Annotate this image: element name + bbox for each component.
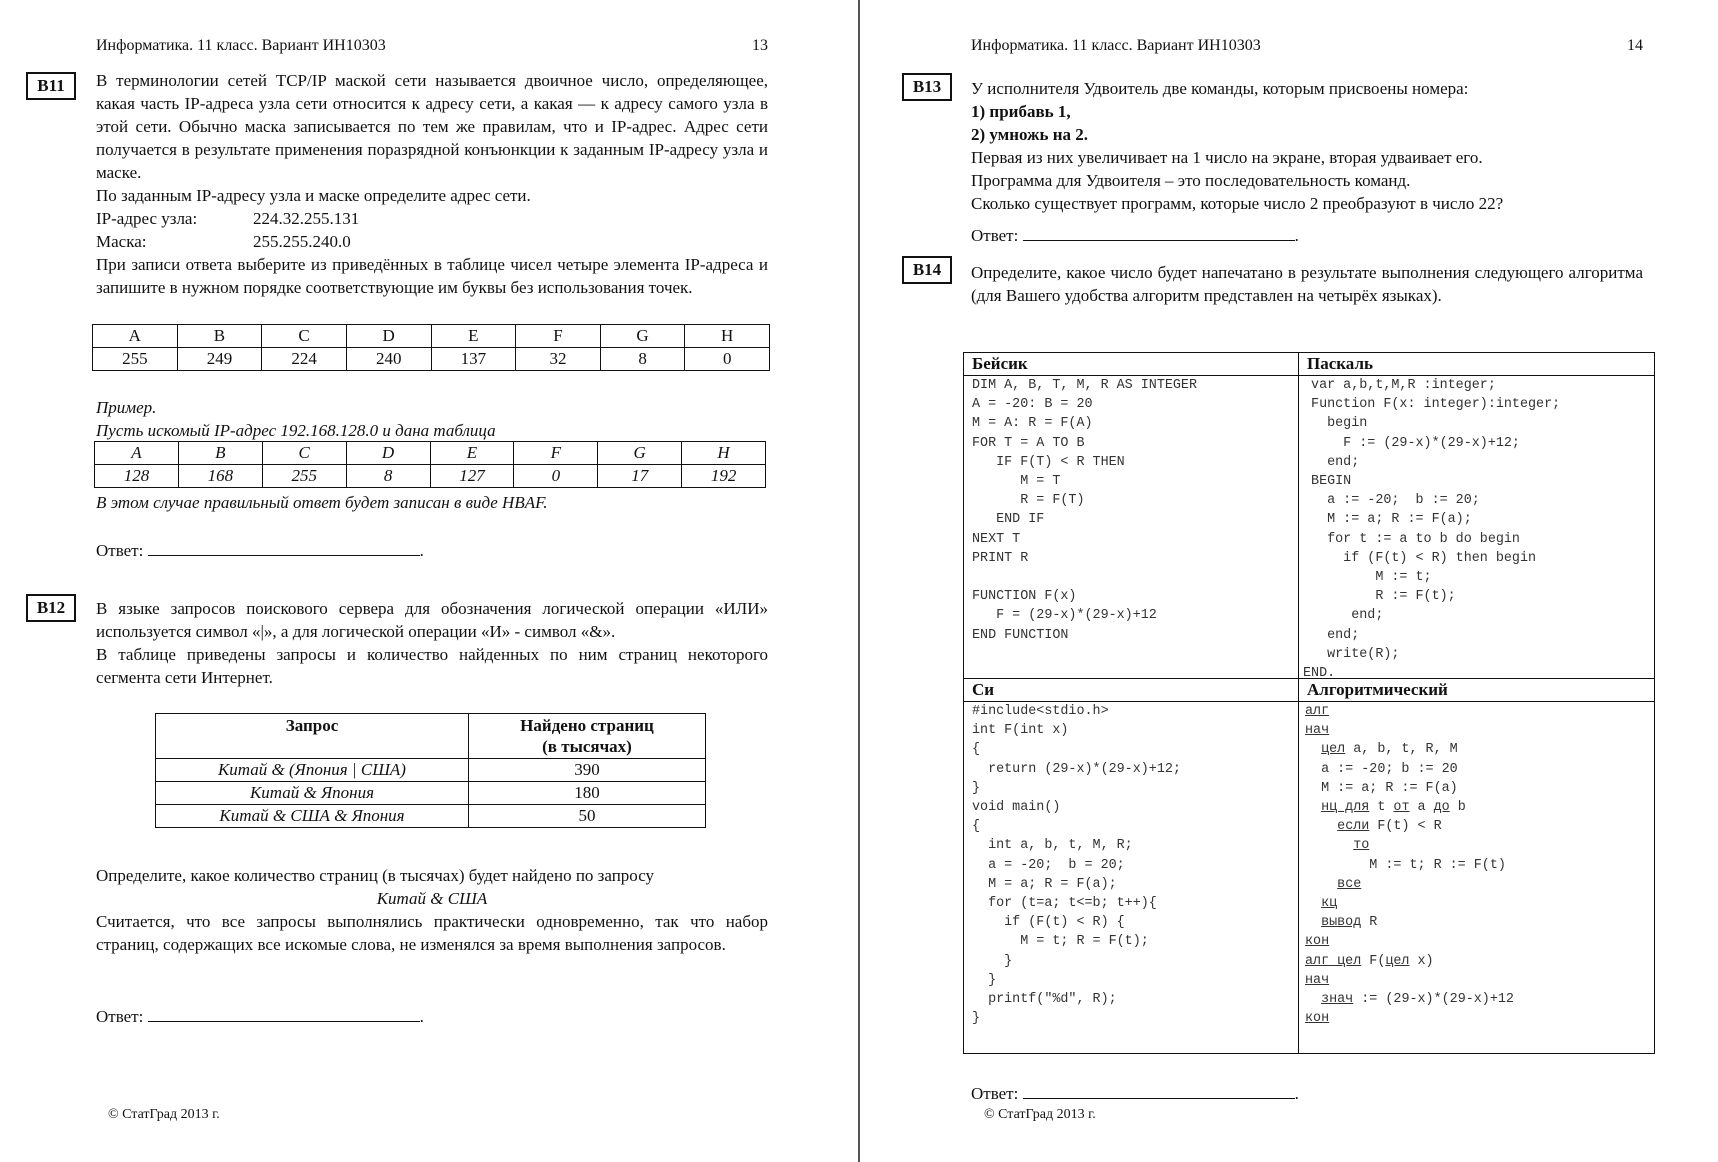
- b12-answer-field[interactable]: [148, 1005, 420, 1022]
- algo-text: [1305, 742, 1321, 757]
- algo-line: [1305, 858, 1506, 873]
- algo-keyword: до: [1433, 800, 1450, 816]
- letter-cell: D: [346, 325, 431, 348]
- table-row: [156, 805, 706, 828]
- letter-cell: A: [95, 442, 179, 465]
- letter-cell: B: [178, 442, 262, 465]
- letter-cell: E: [430, 442, 514, 465]
- value-cell: 224: [262, 348, 347, 371]
- b11-ip-value: 224.32.255.131: [253, 209, 360, 228]
- b11-task: По заданным IP-адресу узла и маске определите адрес сети.: [96, 186, 531, 205]
- b12-col-query: Запрос: [156, 714, 469, 759]
- page-13: [0, 0, 858, 1162]
- algo-text: a: [1409, 800, 1434, 816]
- letter-cell: G: [600, 325, 685, 348]
- algo-text: := (29-x)*(29-x)+12: [1353, 992, 1514, 1008]
- c-code: #include<stdio.h> int F(int x) { return (29-x)*(29-x)+12; } void main() { int a, b, t, M, R; a = -20; b = 20; M = a; R = F(a); for (t=a; t<=b; t++){ if (F(t) < R) { M = t; R = F(t); } } printf("%d", R); }: [972, 704, 1181, 1027]
- b13-answer-dot: .: [1294, 226, 1299, 245]
- algo-line: [1305, 762, 1458, 777]
- letter-cell: A: [93, 325, 178, 348]
- page-number: 14: [1627, 37, 1643, 54]
- algo-cell: [1299, 679, 1654, 1028]
- task-tag-b13: B13: [902, 73, 952, 101]
- value-cell: 249: [177, 348, 262, 371]
- algo-line: [1305, 973, 1329, 988]
- algo-text: a := -20; b := 20: [1305, 761, 1458, 777]
- algo-keyword: кц: [1321, 896, 1338, 912]
- algo-text: M := t; R := F(t): [1305, 857, 1506, 873]
- algo-line: [1305, 877, 1361, 892]
- c-heading: Си: [964, 679, 1298, 702]
- b12-note: Считается, что все запросы выполнялись практически одновременно, так что набор страниц, содержащих все искомые слова, не изменялся за время выполнения запросов.: [96, 912, 768, 954]
- basic-heading: Бейсик: [964, 353, 1298, 376]
- algo-keyword: алг: [1305, 704, 1330, 719]
- algo-text: F(t) < R: [1369, 819, 1442, 835]
- letter-cell: F: [514, 442, 598, 465]
- algo-line: [1305, 954, 1434, 969]
- value-cell: 168: [178, 465, 262, 488]
- b11-intro: В терминологии сетей TCP/IP маской сети называется двоичное число, определяющее, какая часть IP-адреса узла сети относится к адресу сети, а какая — к адресу самого узла в этой сети. Обычно маска записывается по тем же правилам, что и IP-адрес. Адрес сети получается в результате применения поразрядной конъюнкции к заданным IP-адресу узла и маске.: [96, 71, 768, 182]
- algo-text: x): [1409, 953, 1434, 969]
- b11-ip-row: [96, 207, 768, 230]
- algo-text: F(: [1361, 953, 1386, 969]
- algo-text: [1305, 838, 1353, 853]
- algo-keyword: если: [1337, 819, 1370, 835]
- letter-cell: D: [346, 442, 430, 465]
- value-cell: 255: [93, 348, 178, 371]
- b11-example-text: Пусть искомый IP-адрес 192.168.128.0 и дана таблица: [96, 421, 496, 440]
- b14-code-table: [963, 352, 1655, 1054]
- b13-line4: Сколько существует программ, которые число 2 преобразуют в число 22?: [971, 194, 1504, 213]
- b12-intro2: В таблице приведены запросы и количество найденных по ним страниц некоторого сегмента сети Интернет.: [96, 645, 768, 687]
- b12-query-cell: Китай & (Япония | США): [156, 759, 469, 782]
- algo-line: [1305, 838, 1369, 853]
- algo-keyword: цел: [1321, 742, 1346, 758]
- task-tag-b12: B12: [26, 594, 76, 622]
- pascal-heading: Паскаль: [1299, 353, 1654, 376]
- algo-line: [1305, 1011, 1329, 1026]
- value-cell: 32: [516, 348, 601, 371]
- b13-cmd1: 1) прибавь 1,: [971, 102, 1071, 121]
- algo-text: t: [1369, 800, 1394, 816]
- b11-example-values-row: [95, 465, 766, 488]
- page-header: Информатика. 11 класс. Вариант ИН10303: [96, 37, 386, 54]
- algo-text: M := a; R := F(a): [1305, 780, 1458, 796]
- algo-line: [1305, 742, 1458, 757]
- b12-queries-table: [155, 713, 706, 828]
- value-cell: 17: [598, 465, 682, 488]
- b11-mask-value: 255.255.240.0: [253, 232, 351, 251]
- value-cell: 137: [431, 348, 516, 371]
- letter-cell: C: [262, 325, 347, 348]
- algo-keyword: от: [1393, 800, 1410, 816]
- algo-text: R: [1361, 915, 1378, 931]
- letter-cell: F: [516, 325, 601, 348]
- b12-col-found: [469, 714, 706, 759]
- pascal-cell: [1299, 353, 1654, 683]
- b13-answer: [971, 224, 1299, 247]
- algo-text: [1305, 992, 1321, 1007]
- b14-answer-dot: .: [1294, 1084, 1299, 1103]
- b12-found-cell: 180: [469, 782, 706, 805]
- value-cell: 0: [514, 465, 598, 488]
- algo-text: [1305, 819, 1337, 834]
- b12-query-cell: Китай & США & Япония: [156, 805, 469, 828]
- b13-line1: У исполнителя Удвоитель две команды, которым присвоены номера:: [971, 79, 1469, 98]
- algo-keyword: знач: [1321, 992, 1354, 1008]
- b12-col-found-line1: Найдено страниц: [520, 716, 654, 735]
- algo-text: [1305, 877, 1337, 892]
- b11-mask-row: [96, 230, 768, 253]
- b13-line3: Программа для Удвоителя – это последовательность команд.: [971, 171, 1411, 190]
- b12-header-row: [156, 714, 706, 759]
- algo-line: [1305, 800, 1466, 815]
- algo-line: [1305, 723, 1329, 738]
- b12-target-query: Китай & США: [376, 889, 488, 908]
- c-cell: [964, 679, 1298, 1028]
- table-row: [156, 759, 706, 782]
- b13-line2: Первая из них увеличивает на 1 число на экране, вторая удваивает его.: [971, 148, 1483, 167]
- b13-cmd2: 2) умножь на 2.: [971, 125, 1088, 144]
- letter-cell: G: [598, 442, 682, 465]
- b12-found-cell: 50: [469, 805, 706, 828]
- b11-letters-row: [93, 325, 770, 348]
- table-row: [156, 782, 706, 805]
- value-cell: 0: [685, 348, 770, 371]
- algo-line: [1305, 704, 1329, 719]
- b11-example-title: Пример.: [96, 398, 157, 417]
- algo-code: [1299, 702, 1654, 1028]
- b11-example-letters-row: [95, 442, 766, 465]
- basic-cell: [964, 353, 1298, 645]
- copyright: © СтатГрад 2013 г.: [108, 1107, 220, 1122]
- value-cell: 128: [95, 465, 179, 488]
- b12-found-cell: 390: [469, 759, 706, 782]
- algo-keyword: нц для: [1321, 800, 1370, 816]
- algo-line: [1305, 896, 1337, 911]
- page-14: [860, 0, 1718, 1162]
- algo-keyword: цел: [1385, 953, 1410, 969]
- algo-keyword: вывод: [1321, 915, 1362, 931]
- page-header: Информатика. 11 класс. Вариант ИН10303: [971, 37, 1261, 54]
- algo-keyword: кон: [1305, 934, 1330, 950]
- b11-mask-label: Маска:: [96, 232, 147, 251]
- algo-text: [1305, 896, 1321, 911]
- algo-text: [1305, 915, 1321, 930]
- b12-text: [96, 597, 768, 689]
- b12-question: Определите, какое количество страниц (в тысячах) будет найдено по запросу: [96, 866, 655, 885]
- algo-keyword: нач: [1305, 723, 1330, 739]
- b11-instruction: При записи ответа выберите из приведённых в таблице чисел четыре элемента IP-адреса и запишите в нужном порядке соответствующие им буквы без использования точек.: [96, 255, 768, 297]
- pascal-code: var a,b,t,M,R :integer; Function F(x: integer):integer; begin F := (29-x)*(29-x)+12; end; BEGIN a := -20; b := 20; M := a; R := F(a); for t := a to b do begin if (F(t) < R) then begin M := t; R := F(t); end; end; write(R); END.: [1303, 378, 1561, 682]
- letter-cell: C: [262, 442, 346, 465]
- algo-text: [1305, 800, 1321, 815]
- algo-keyword: то: [1353, 838, 1370, 854]
- b14-answer-label: Ответ:: [971, 1084, 1019, 1103]
- task-tag-b11: B11: [26, 72, 76, 100]
- b14-intro: Определите, какое число будет напечатано в результате выполнения следующего алгоритма (для Вашего удобства алгоритм представлен на четырёх языках).: [971, 263, 1643, 305]
- algo-keyword: кон: [1305, 1011, 1330, 1027]
- value-cell: 255: [262, 465, 346, 488]
- value-cell: 127: [430, 465, 514, 488]
- copyright: © СтатГрад 2013 г.: [984, 1107, 1096, 1122]
- b11-answer-label: Ответ:: [96, 541, 144, 560]
- b12-answer-label: Ответ:: [96, 1007, 144, 1026]
- algo-line: [1305, 781, 1458, 796]
- b11-example-result: В этом случае правильный ответ будет записан в виде HBAF.: [96, 493, 548, 512]
- algo-line: [1305, 934, 1329, 949]
- algo-heading: Алгоритмический: [1299, 679, 1654, 702]
- b12-col-found-line2: (в тысячах): [542, 737, 632, 756]
- b12-intro: В языке запросов поискового сервера для обозначения логической операции «ИЛИ» используется символ «|», а для логической операции «И» - символ «&».: [96, 599, 768, 641]
- b11-answer-dot: .: [419, 541, 424, 560]
- letter-cell: H: [682, 442, 766, 465]
- algo-line: [1305, 915, 1377, 930]
- algo-text: a, b, t, R, M: [1345, 742, 1458, 758]
- algo-line: [1305, 992, 1514, 1007]
- value-cell: 192: [682, 465, 766, 488]
- algo-keyword: все: [1337, 876, 1362, 892]
- b11-text: [96, 69, 768, 299]
- b12-answer-dot: .: [419, 1007, 424, 1026]
- b11-example-table: [94, 441, 766, 488]
- b11-values-row: [93, 348, 770, 371]
- basic-code: DIM A, B, T, M, R AS INTEGER A = -20: B = 20 M = A: R = F(A) FOR T = A TO B IF F(T) < R THEN M = T R = F(T) END IF NEXT T PRINT R FUNCTION F(x) F = (29-x)*(29-x)+12 END FUNCTION: [972, 378, 1197, 643]
- algo-keyword: нач: [1305, 972, 1330, 988]
- page-number: 13: [752, 37, 768, 54]
- b13-answer-field[interactable]: [1023, 224, 1295, 241]
- algo-line: [1305, 819, 1442, 834]
- b13-text: [971, 77, 1661, 215]
- b11-options-table: [92, 324, 770, 371]
- b12-answer: [96, 1005, 424, 1028]
- b13-answer-label: Ответ:: [971, 226, 1019, 245]
- value-cell: 240: [346, 348, 431, 371]
- b12-query-cell: Китай & Япония: [156, 782, 469, 805]
- b11-answer: [96, 539, 424, 562]
- letter-cell: H: [685, 325, 770, 348]
- letter-cell: B: [177, 325, 262, 348]
- value-cell: 8: [600, 348, 685, 371]
- task-tag-b14: B14: [902, 256, 952, 284]
- value-cell: 8: [346, 465, 430, 488]
- algo-keyword: алг цел: [1305, 953, 1362, 969]
- b14-answer: [971, 1082, 1299, 1105]
- b11-answer-field[interactable]: [148, 539, 420, 556]
- b14-answer-field[interactable]: [1023, 1082, 1295, 1099]
- b11-ip-label: IP-адрес узла:: [96, 209, 198, 228]
- letter-cell: E: [431, 325, 516, 348]
- algo-text: b: [1449, 800, 1466, 816]
